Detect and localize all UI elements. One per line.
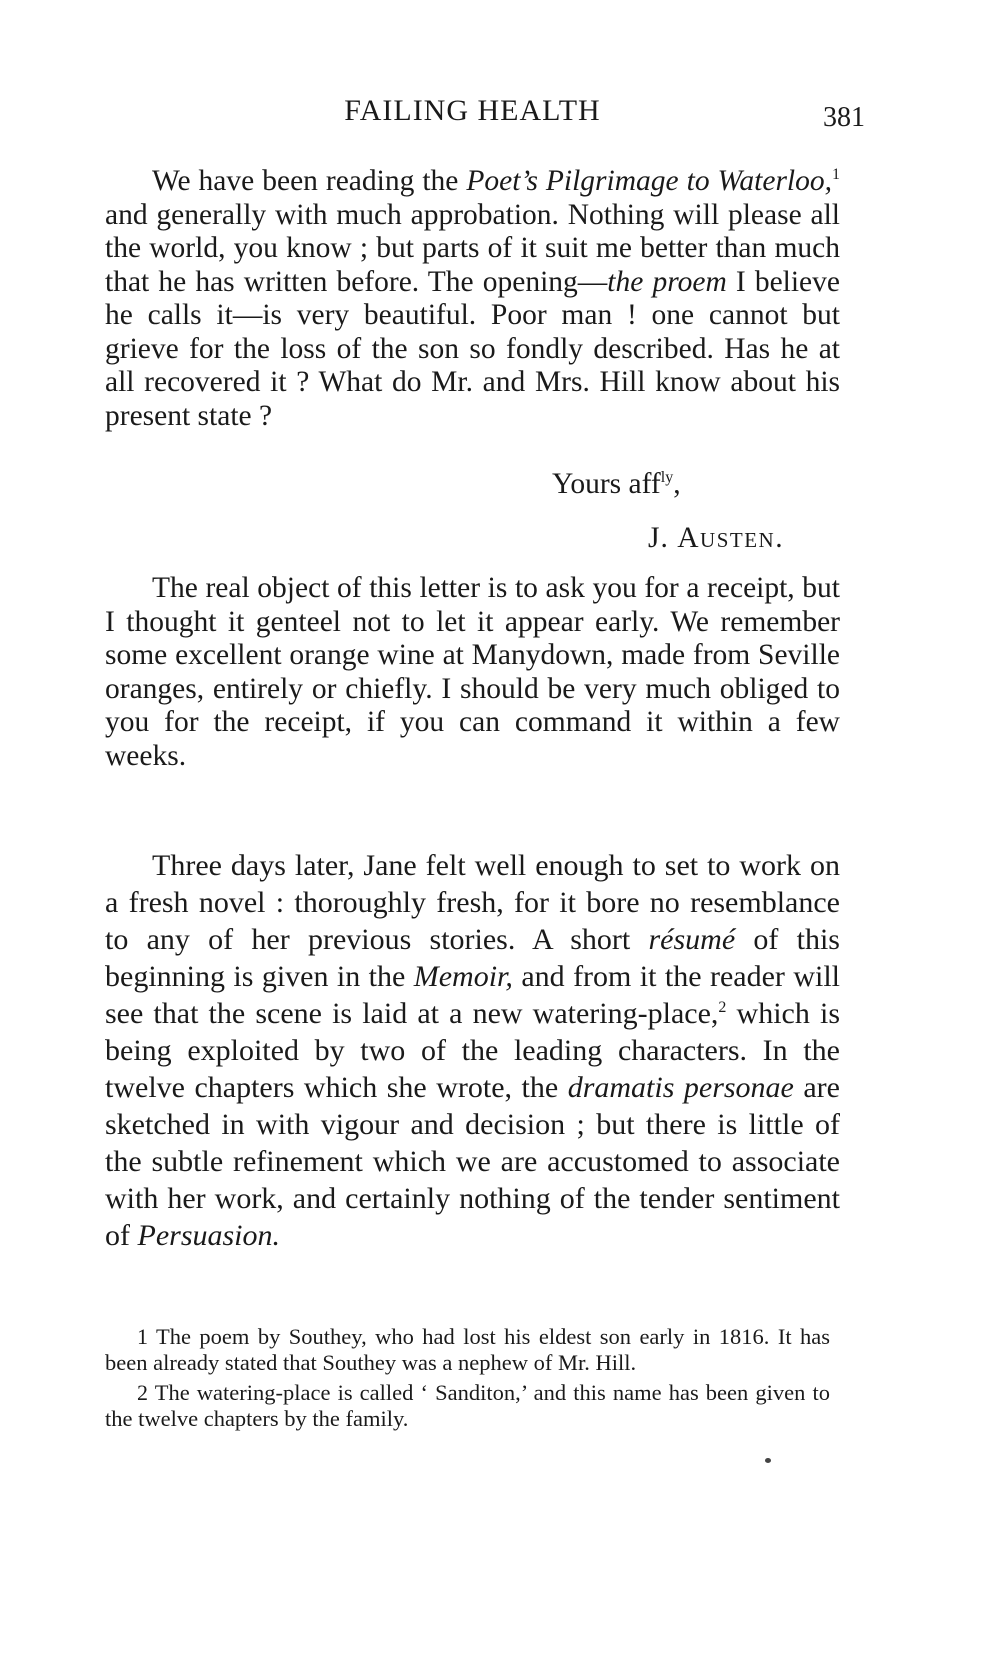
resume-italic: résumé: [648, 923, 736, 956]
letter-closing: [552, 468, 681, 501]
persuasion-italic: Persuasion.: [137, 1219, 280, 1252]
narrative-text: of this beginning is given in the: [105, 923, 840, 993]
footnote-mark: 1: [137, 1324, 148, 1349]
dramatis-personae-italic: dramatis personae: [567, 1071, 794, 1104]
memoir-italic: Memoir,: [413, 960, 513, 993]
letter-text: I believe he calls it—is very beautiful. Poor man ! one cannot but grieve for the loss of the son so fondly described. Has he at all recovered it ? What do Mr. and Mrs. Hill know about his present state ?: [105, 265, 840, 432]
narrative-text: Three days later, Jane felt well enough to set to work on a fresh novel : thoroughly fresh, for it bore no resemblance to any of her previous stories. A short: [105, 849, 840, 956]
closing-superscript: ly: [660, 469, 674, 487]
page-number: 381: [823, 102, 865, 133]
footnote-ref-1: 1: [832, 166, 840, 184]
running-title: FAILING HEALTH: [344, 94, 601, 127]
narrative-text: which is being exploited by two of the leading characters. In the twelve chapters which she wrote, the: [105, 997, 841, 1104]
closing-text: Yours aff: [552, 468, 661, 500]
footnote-2: [105, 1380, 830, 1432]
footnote-text: The poem by Southey, who had lost his eldest son early in 1816. It has been already stated that Southey was a nephew of Mr. Hill.: [105, 1324, 830, 1375]
letter-text: We have been reading the: [152, 165, 467, 197]
narrative-text: are sketched in with vigour and decision ; but there is little of the subtle refinement which we are accustomed to associate with her work, and certainly nothing of the tender sentiment of: [105, 1071, 840, 1252]
narrative-paragraph: [105, 847, 840, 1254]
footnote-mark: 2: [137, 1380, 148, 1405]
signature-name: Austen.: [677, 522, 785, 554]
narrative: [105, 847, 840, 1254]
proem-italic: the proem: [607, 265, 727, 298]
letter-body: [105, 165, 840, 433]
signature-initial: J.: [648, 522, 678, 554]
footnote-text: The watering-place is called ‘ Sanditon,’ and this name has been given to the twelve chapters by the family.: [105, 1380, 830, 1431]
running-head: [105, 94, 865, 134]
footnotes: [105, 1324, 830, 1436]
postscript: [105, 572, 840, 773]
closing-comma: ,: [673, 468, 681, 500]
book-title-italic: Poet’s Pilgrimage to Waterloo,: [466, 165, 832, 197]
footnote-ref-2: 2: [718, 999, 727, 1016]
footnote-1: [105, 1324, 830, 1376]
letter-paragraph: [105, 165, 840, 433]
postscript-paragraph: The real object of this letter is to ask you for a receipt, but I thought it genteel not to let it appear early. We remember some excellent orange wine at Manydown, made from Seville oranges, entirely or chiefly. I should be very much obliged to you for the receipt, if you can command it within a few weeks.: [105, 572, 840, 772]
letter-text: and generally with much approbation. Nothing will please all the world, you know ; but parts of it suit me better than much that he has written before. The opening—: [105, 198, 840, 298]
letter-signature: [648, 522, 784, 555]
narrative-text: and from it the reader will see that the scene is laid at a new watering-place,: [105, 960, 840, 1030]
print-mark-dot: [765, 1458, 771, 1463]
